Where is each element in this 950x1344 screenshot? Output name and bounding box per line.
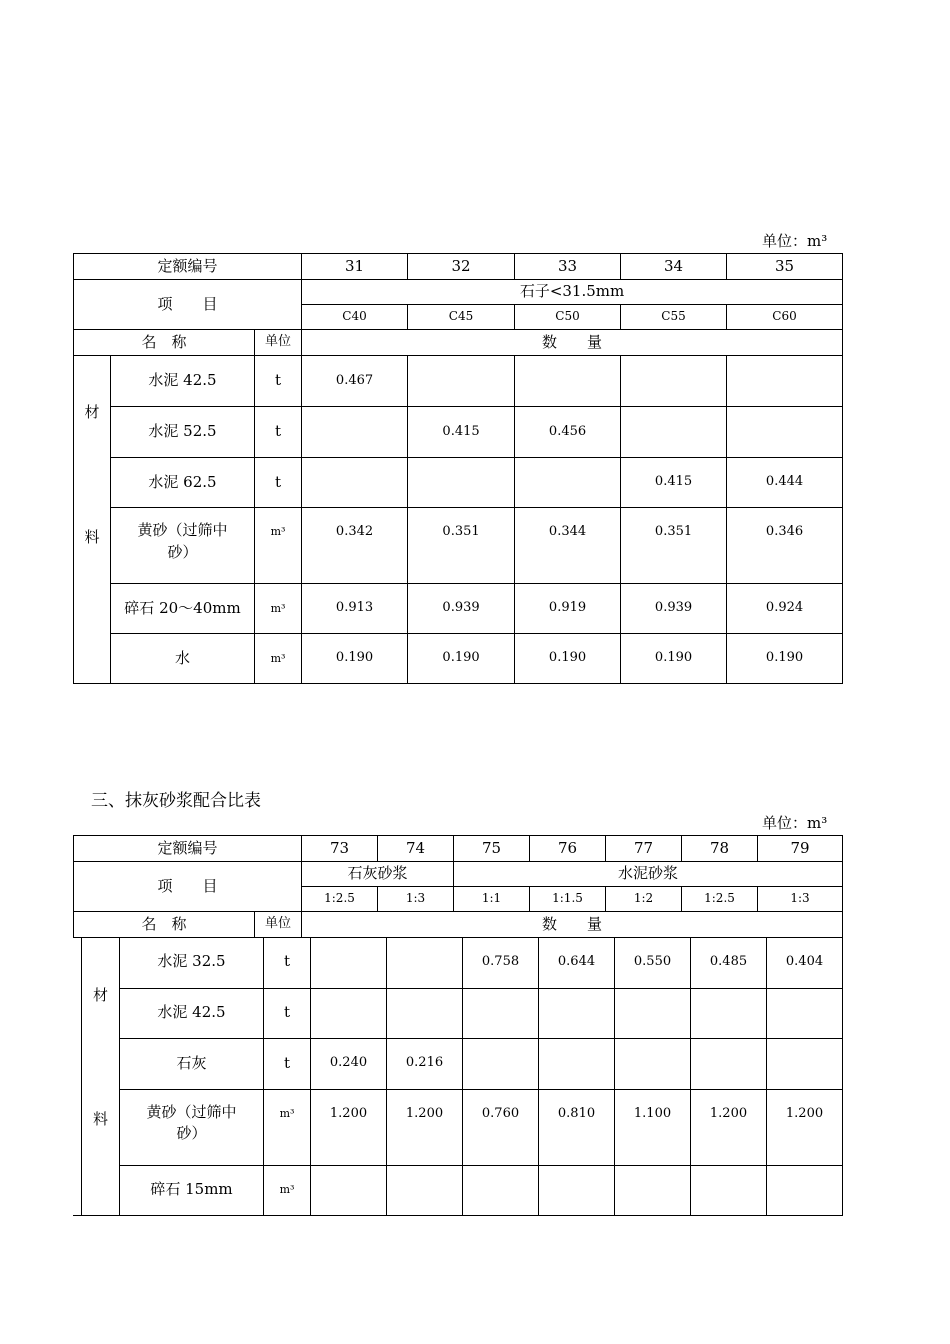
category-char: 材 xyxy=(84,403,100,421)
value-cell xyxy=(311,937,387,988)
value-cell: 0.939 xyxy=(621,584,727,634)
value-cell: 0.444 xyxy=(727,458,843,508)
value-cell xyxy=(463,1038,539,1089)
value-cell xyxy=(691,1038,767,1089)
value-cell xyxy=(311,1165,387,1215)
name-header: 名 称 xyxy=(74,330,255,356)
value-cell: 0.240 xyxy=(311,1038,387,1089)
value-cell: 0.758 xyxy=(463,937,539,988)
value-cell xyxy=(311,988,387,1038)
value-cell: 0.190 xyxy=(408,634,515,684)
name-header: 名 称 xyxy=(74,912,255,938)
value-cell xyxy=(539,1165,615,1215)
material-name: 水泥 52.5 xyxy=(111,407,255,458)
value-cell xyxy=(691,988,767,1038)
value-cell xyxy=(621,356,727,407)
material-unit: t xyxy=(264,1038,311,1089)
code-header: 定额编号 xyxy=(74,836,302,862)
value-cell: 0.342 xyxy=(302,508,408,584)
material-name xyxy=(111,508,255,584)
value-cell xyxy=(302,407,408,458)
value-cell xyxy=(408,356,515,407)
ratio-cell: 1:1 xyxy=(454,887,530,912)
material-name: 碎石 15mm xyxy=(120,1165,264,1215)
table-edge-stub xyxy=(73,1215,82,1216)
concrete-mix-table xyxy=(73,253,843,684)
material-name: 水泥 62.5 xyxy=(111,458,255,508)
category-cell xyxy=(82,937,120,1215)
material-unit: t xyxy=(255,356,302,407)
value-cell xyxy=(621,407,727,458)
material-unit: t xyxy=(255,458,302,508)
quantity-header: 数 量 xyxy=(302,330,843,356)
value-cell xyxy=(463,988,539,1038)
material-name-text: 黄砂（过筛中砂） xyxy=(137,521,228,561)
value-cell: 0.351 xyxy=(621,508,727,584)
value-cell xyxy=(539,1038,615,1089)
code-cell: 74 xyxy=(378,836,454,862)
value-cell: 0.190 xyxy=(515,634,621,684)
material-name: 石灰 xyxy=(120,1038,264,1089)
material-unit: m³ xyxy=(255,634,302,684)
value-cell: 0.415 xyxy=(408,407,515,458)
value-cell: 0.190 xyxy=(727,634,843,684)
ratio-cell: 1:1.5 xyxy=(530,887,606,912)
value-cell xyxy=(387,988,463,1038)
value-cell: 0.216 xyxy=(387,1038,463,1089)
code-cell: 79 xyxy=(758,836,843,862)
value-cell xyxy=(727,356,843,407)
category-char: 料 xyxy=(92,1109,108,1128)
code-cell: 75 xyxy=(454,836,530,862)
value-cell: 0.939 xyxy=(408,584,515,634)
value-cell: 0.344 xyxy=(515,508,621,584)
material-unit: t xyxy=(255,407,302,458)
unit-header: 单位 xyxy=(255,330,302,356)
material-name-text: 黄砂（过筛中砂） xyxy=(146,1102,237,1143)
value-cell xyxy=(539,988,615,1038)
value-cell xyxy=(515,458,621,508)
value-cell: 0.190 xyxy=(302,634,408,684)
value-cell: 1.200 xyxy=(387,1089,463,1165)
material-unit: m³ xyxy=(255,584,302,634)
unit-header: 单位 xyxy=(255,912,302,938)
value-cell xyxy=(727,407,843,458)
value-cell xyxy=(767,1165,843,1215)
material-name: 水泥 42.5 xyxy=(111,356,255,407)
quantity-header: 数 量 xyxy=(302,912,843,938)
material-unit: m³ xyxy=(264,1165,311,1215)
code-cell: 34 xyxy=(621,254,727,280)
ratio-cell: 1:2 xyxy=(606,887,682,912)
value-cell xyxy=(302,458,408,508)
code-cell: 35 xyxy=(727,254,843,280)
value-cell xyxy=(408,458,515,508)
value-cell: 0.346 xyxy=(727,508,843,584)
grade-cell: C60 xyxy=(727,305,843,330)
item-header: 项 目 xyxy=(74,862,302,912)
material-name: 水 xyxy=(111,634,255,684)
value-cell: 0.760 xyxy=(463,1089,539,1165)
value-cell: 1.100 xyxy=(615,1089,691,1165)
group-header: 石灰砂浆 xyxy=(302,862,454,887)
value-cell: 0.485 xyxy=(691,937,767,988)
value-cell: 0.913 xyxy=(302,584,408,634)
value-cell xyxy=(767,1038,843,1089)
category-char: 材 xyxy=(92,986,108,1004)
value-cell: 0.919 xyxy=(515,584,621,634)
value-cell xyxy=(515,356,621,407)
ratio-cell: 1:2.5 xyxy=(302,887,378,912)
value-cell: 0.190 xyxy=(621,634,727,684)
value-cell xyxy=(387,937,463,988)
ratio-cell: 1:3 xyxy=(378,887,454,912)
grade-cell: C55 xyxy=(621,305,727,330)
ratio-cell: 1:2.5 xyxy=(682,887,758,912)
code-cell: 33 xyxy=(515,254,621,280)
value-cell: 0.415 xyxy=(621,458,727,508)
ratio-cell: 1:3 xyxy=(758,887,843,912)
material-name xyxy=(120,1089,264,1165)
material-unit: t xyxy=(264,988,311,1038)
value-cell: 0.924 xyxy=(727,584,843,634)
unit-label: 单位：m³ xyxy=(762,232,828,250)
value-cell: 1.200 xyxy=(691,1089,767,1165)
code-header: 定额编号 xyxy=(74,254,302,280)
value-cell xyxy=(691,1165,767,1215)
item-header: 项 目 xyxy=(74,280,302,330)
material-name: 水泥 32.5 xyxy=(120,937,264,988)
grade-cell: C45 xyxy=(408,305,515,330)
value-cell xyxy=(615,1165,691,1215)
plaster-mortar-body-table xyxy=(81,937,843,1216)
section-title: 三、抹灰砂浆配合比表 xyxy=(91,791,261,811)
group-header: 石子<31.5mm xyxy=(302,280,843,305)
value-cell: 0.456 xyxy=(515,407,621,458)
value-cell xyxy=(767,988,843,1038)
grade-cell: C40 xyxy=(302,305,408,330)
value-cell xyxy=(387,1165,463,1215)
material-unit: t xyxy=(264,937,311,988)
value-cell: 1.200 xyxy=(311,1089,387,1165)
value-cell xyxy=(463,1165,539,1215)
value-cell xyxy=(615,988,691,1038)
value-cell: 1.200 xyxy=(767,1089,843,1165)
code-cell: 78 xyxy=(682,836,758,862)
code-cell: 32 xyxy=(408,254,515,280)
material-name: 碎石 20～40mm xyxy=(111,584,255,634)
value-cell: 0.550 xyxy=(615,937,691,988)
group-header: 水泥砂浆 xyxy=(454,862,843,887)
unit-label: 单位：m³ xyxy=(762,814,828,832)
plaster-mortar-header-table xyxy=(73,835,843,938)
material-name: 水泥 42.5 xyxy=(120,988,264,1038)
code-cell: 73 xyxy=(302,836,378,862)
category-char: 料 xyxy=(84,527,100,546)
material-unit: m³ xyxy=(264,1089,311,1165)
material-unit: m³ xyxy=(255,508,302,584)
value-cell: 0.467 xyxy=(302,356,408,407)
value-cell xyxy=(615,1038,691,1089)
value-cell: 0.404 xyxy=(767,937,843,988)
category-cell xyxy=(74,356,111,684)
grade-cell: C50 xyxy=(515,305,621,330)
value-cell: 0.351 xyxy=(408,508,515,584)
code-cell: 76 xyxy=(530,836,606,862)
code-cell: 77 xyxy=(606,836,682,862)
code-cell: 31 xyxy=(302,254,408,280)
value-cell: 0.810 xyxy=(539,1089,615,1165)
value-cell: 0.644 xyxy=(539,937,615,988)
